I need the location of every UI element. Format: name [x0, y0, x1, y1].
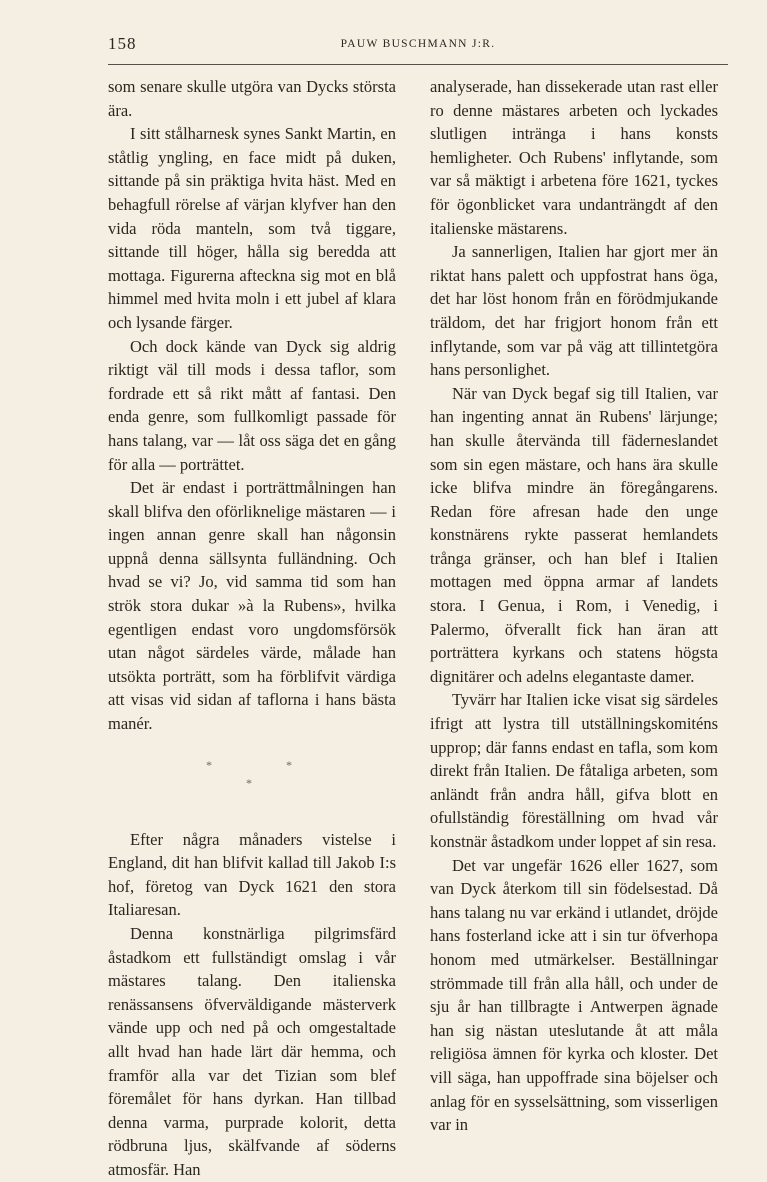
- paragraph: Tyvärr har Italien icke visat sig särdeles ifrigt att lystra till utställningskomiténs upprop; där fanns endast en tafla, som kom direkt från Italien. De fåtaliga arbeten, som anländt från andra håll, gifva blott en ofullständig föreställning om hvad vår konstnär åstadkom under loppet af sin resa.: [430, 690, 718, 851]
- asterisk: *: [206, 757, 212, 772]
- paragraph: Och dock kände van Dyck sig aldrig riktigt väl till mods i dessa taflor, som fordrade ett så rikt mått af fantasi. Den enda genre, som fullkomligt passade för hans talang, var — låt oss säga det en gång för alla — porträttet.: [108, 336, 396, 474]
- paragraph: Ja sannerligen, Italien har gjort mer än riktat hans palett och uppfostrat hans öga, det har löst honom från en förödmjukande träldom, det har frigjort honom från ett inflytande, som var på väg att tillintetgöra hans personlighet.: [430, 242, 718, 380]
- left-column-before-break: [108, 75, 396, 736]
- running-head: PAUW BUSCHMANN J:R.: [340, 38, 496, 50]
- header-rule: [108, 64, 728, 65]
- asterisk: *: [246, 775, 252, 790]
- paragraph: I sitt stålharnesk synes Sankt Martin, en ståtlig yngling, en face midt på duken, sittande på sin präktiga hvita häst. Med en behagfull rörelse af värjan klyfver han den vida röda manteln, som två tiggare, sittande till höger, hålla sig beredda att mottaga. Figurerna afteckna sig mot en blå himmel med hvita moln i ett jubel af klara och lysande färger.: [108, 124, 396, 332]
- paragraph: analyserade, han dissekerade utan rast eller ro denne mästares arbeten och lyckades slutligen intränga i hans konsts hemligheter. Och Rubens' inflytande, som var så mäktigt i arbetena före 1621, tyckes för ögonblicket vara undanträngdt af den italienske mästarens.: [430, 77, 718, 238]
- paragraph: När van Dyck begaf sig till Italien, var han ingenting annat än Rubens' lärjunge; han skulle återvända till fäderneslandet som sin egen mästare, och hans ära skulle icke blifva mindre än föregångarens. Redan före afresan hade den unge konstnärens rykte passerat hemlandets trånga gränser, och han blef i Italien mottagen med öppna armar af landets stora. I Genua, i Rom, i Venedig, i Palermo, öfverallt fick han äran att porträttera kyrkans och statens högsta dignitärer och adelns elegantaste damer.: [430, 383, 718, 686]
- right-column: [430, 75, 718, 1137]
- right-column-body: [430, 75, 718, 1137]
- paragraph: Det var ungefär 1626 eller 1627, som van Dyck återkom till sin födelsestad. Då hans talang nu var erkänd i utlandet, dröjde hans fosterland icke att i sin tur öfverhopa honom med utmärkelser. Beställningar strömmade till från alla håll, och under de sju år han tillbragte i Antwerpen ägnade han sig nästan uteslutande åt att måla religiösa ämnen för kyrka och kloster. Det vill säga, han uppoffrade sina böjelser och anlag för en sysselsättning, som visserligen var in: [430, 855, 718, 1135]
- section-break-asterism: [108, 746, 396, 800]
- paragraph: som senare skulle utgöra van Dycks största ära.: [108, 77, 396, 120]
- paragraph: Denna konstnärliga pilgrimsfärd åstadkom ett fullständigt omslag i vår mästares talang. Den italienska renässansens öfverväldigande mästerverk vände upp och ned på och omgestaltade allt hvad han hade lärt där hemma, och framför alla var det Tizian som blef föremålet för hans dyrkan. Han tillbad denna varma, purprade kolorit, detta rödbruna ljus, skälfvande af söderns atmosfär. Han: [108, 924, 396, 1179]
- left-column: [108, 75, 396, 1182]
- page-header: [108, 34, 728, 62]
- page-number: 158: [108, 34, 137, 53]
- paragraph: Efter några månaders vistelse i England, dit han blifvit kallad till Jakob I:s hof, företog van Dyck 1621 den stora Italiaresan.: [108, 829, 396, 920]
- left-column-after-break: [108, 828, 396, 1182]
- paragraph: Det är endast i porträttmålningen han skall blifva den oförliknelige mästaren — i ingen annan genre skall han någonsin uppnå denna sällsynta fulländning. Och hvad se vi? Jo, vid samma tid som han strök stora dukar »à la Rubens», hvilka egentligen endast voro ungdomsförsök utan något särdeles värde, målade han utsökta porträtt, som ha förblifvit värdiga att visas vid sidan af taflorna i hans bästa manér.: [108, 478, 396, 734]
- asterisk: *: [286, 757, 292, 772]
